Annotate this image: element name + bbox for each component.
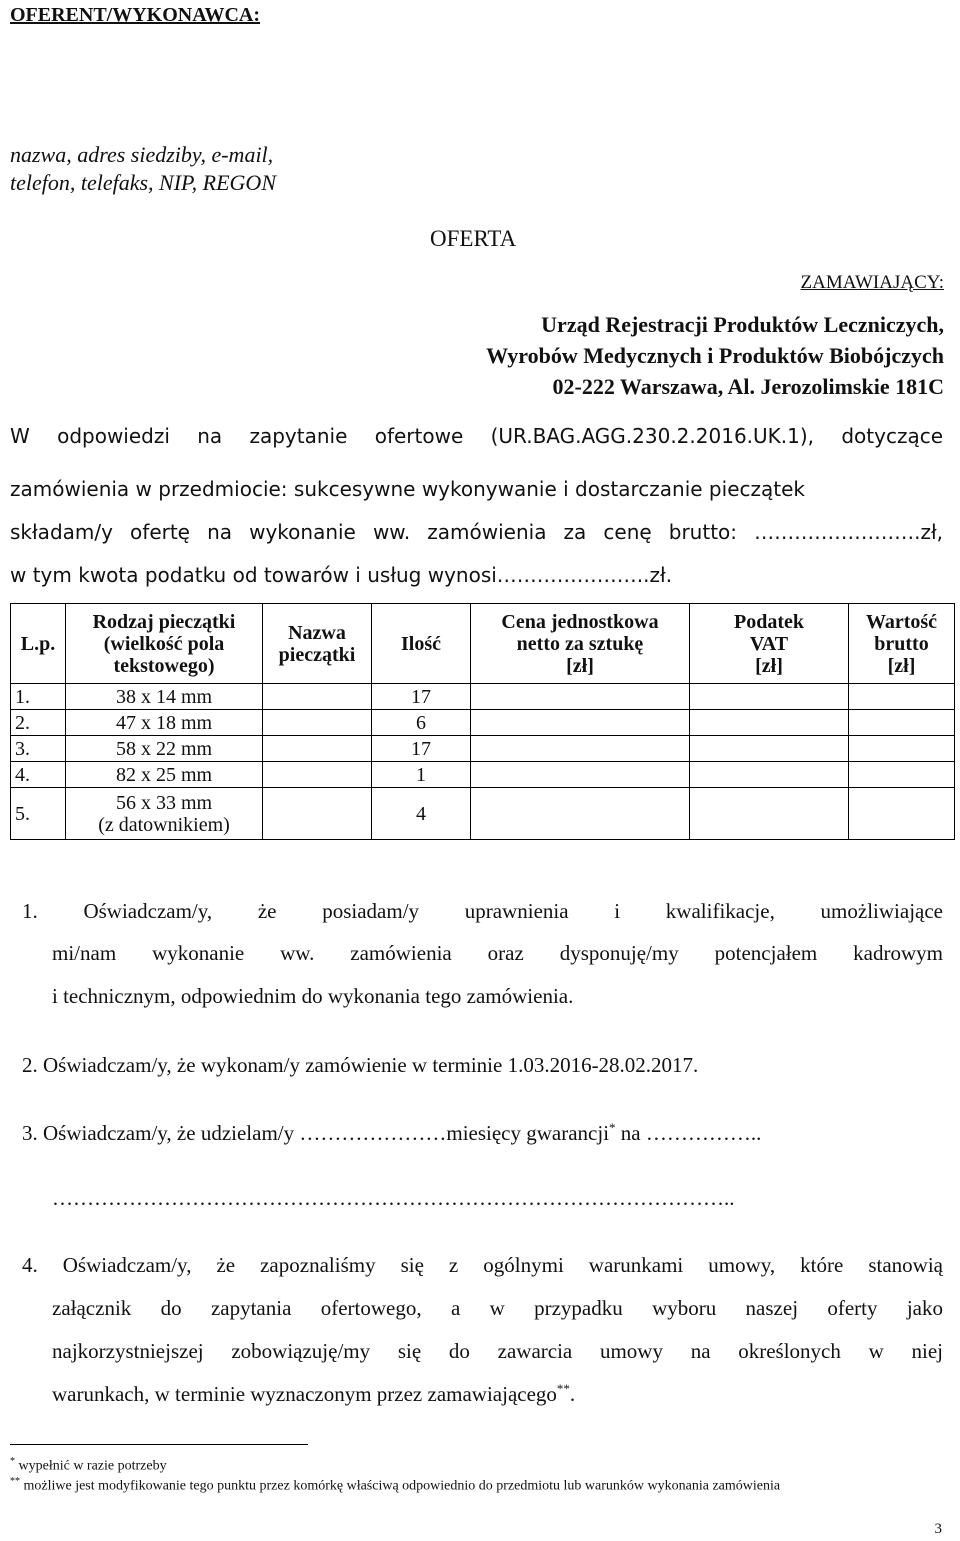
contractor-hint-2: telefon, telefaks, NIP, REGON bbox=[10, 170, 276, 195]
row-type: 38 x 14 mm bbox=[66, 684, 263, 710]
client-line-1: Urząd Rejestracji Produktów Leczniczych, bbox=[541, 312, 944, 337]
row-gross bbox=[849, 736, 955, 762]
footnote-separator bbox=[10, 1444, 308, 1445]
table-row bbox=[11, 684, 955, 710]
row-lp: 5. bbox=[11, 788, 66, 840]
footnote-1: * wypełnić w razie potrzeby bbox=[10, 1456, 167, 1474]
header-name: Nazwa pieczątki bbox=[263, 604, 372, 684]
row-qty: 4 bbox=[372, 788, 471, 840]
statement-4-line-4: warunkach, w terminie wyznaczonym przez zamawiającego**. bbox=[52, 1381, 576, 1406]
row-name bbox=[263, 710, 372, 736]
statement-2: 2. Oświadczam/y, że wykonam/y zamówienie w terminie 1.03.2016-28.02.2017. bbox=[22, 1053, 699, 1077]
document-title: OFERTA bbox=[430, 226, 517, 251]
header-vat: Podatek VAT [zł] bbox=[690, 604, 849, 684]
statement-4-line-2: załącznik do zapytania ofertowego, a w przypadku wyboru naszej oferty jako bbox=[52, 1296, 943, 1320]
row-lp: 1. bbox=[11, 684, 66, 710]
intro-line-1: W odpowiedzi na zapytanie ofertowe (UR.BAG.AGG.230.2.2016.UK.1), dotyczące bbox=[10, 424, 943, 448]
intro-line-2: zamówienia w przedmiocie: sukcesywne wykonywanie i dostarczanie pieczątek bbox=[10, 477, 805, 501]
statement-1-line-3: i technicznym, odpowiednim do wykonania tego zamówienia. bbox=[52, 984, 574, 1008]
header-unit-price: Cena jednostkowa netto za sztukę [zł] bbox=[471, 604, 690, 684]
intro-line-4: w tym kwota podatku od towarów i usług wynosi…………………..zł. bbox=[10, 563, 673, 587]
statement-3: 3. Oświadczam/y, że udzielam/y …………………miesięcy gwarancji* na …………….. bbox=[22, 1120, 762, 1145]
client-line-3: 02-222 Warszawa, Al. Jerozolimskie 181C bbox=[552, 374, 944, 399]
row-type: 82 x 25 mm bbox=[66, 762, 263, 788]
row-gross bbox=[849, 710, 955, 736]
statement-1-line-2: mi/nam wykonanie ww. zamówienia oraz dysponuję/my potencjałem kadrowym bbox=[52, 941, 943, 965]
row-vat bbox=[690, 710, 849, 736]
intro-line-3: składam/y ofertę na wykonanie ww. zamówienia za cenę brutto: …………………….zł, bbox=[10, 520, 943, 544]
row-qty: 6 bbox=[372, 710, 471, 736]
statement-3-line-2: …………………………………………………………………………………….. bbox=[52, 1186, 735, 1210]
header-gross: Wartość brutto [zł] bbox=[849, 604, 955, 684]
footnote-2: ** możliwe jest modyfikowanie tego punktu przez komórkę właściwą odpowiednio do przedmiotu lub warunków wykonania zamówienia bbox=[10, 1476, 781, 1494]
row-unit-price bbox=[471, 710, 690, 736]
statement-4-line-1: 4. Oświadczam/y, że zapoznaliśmy się z ogólnymi warunkami umowy, które stanowią bbox=[22, 1253, 943, 1277]
row-unit-price bbox=[471, 762, 690, 788]
contractor-hint-1: nazwa, adres siedziby, e-mail, bbox=[10, 142, 274, 167]
row-vat bbox=[690, 736, 849, 762]
row-type: 58 x 22 mm bbox=[66, 736, 263, 762]
client-line-2: Wyrobów Medycznych i Produktów Biobójczych bbox=[486, 343, 944, 368]
table-row bbox=[11, 788, 955, 840]
statement-1-line-1: 1. Oświadczam/y, że posiadam/y uprawnienia i kwalifikacje, umożliwiające bbox=[22, 899, 943, 923]
row-vat bbox=[690, 788, 849, 840]
page-number: 3 bbox=[934, 1521, 942, 1537]
row-qty: 17 bbox=[372, 736, 471, 762]
header-lp: L.p. bbox=[11, 604, 66, 684]
client-label: ZAMAWIAJĄCY: bbox=[800, 272, 944, 293]
row-gross bbox=[849, 762, 955, 788]
row-unit-price bbox=[471, 736, 690, 762]
row-lp: 3. bbox=[11, 736, 66, 762]
row-name bbox=[263, 736, 372, 762]
table-row bbox=[11, 762, 955, 788]
row-vat bbox=[690, 684, 849, 710]
contractor-label: OFERENT/WYKONAWCA: bbox=[10, 4, 261, 26]
row-type: 47 x 18 mm bbox=[66, 710, 263, 736]
table-row bbox=[11, 736, 955, 762]
price-table bbox=[10, 603, 955, 840]
row-qty: 17 bbox=[372, 684, 471, 710]
row-unit-price bbox=[471, 788, 690, 840]
row-gross bbox=[849, 684, 955, 710]
row-gross bbox=[849, 788, 955, 840]
row-type: 56 x 33 mm (z datownikiem) bbox=[66, 788, 263, 840]
header-qty: Ilość bbox=[372, 604, 471, 684]
statement-4-line-3: najkorzystniejszej zobowiązuję/my się do zawarcia umowy na określonych w niej bbox=[52, 1339, 943, 1363]
header-type: Rodzaj pieczątki (wielkość pola tekstowego) bbox=[66, 604, 263, 684]
row-lp: 2. bbox=[11, 710, 66, 736]
row-name bbox=[263, 684, 372, 710]
table-row bbox=[11, 710, 955, 736]
row-name bbox=[263, 788, 372, 840]
row-qty: 1 bbox=[372, 762, 471, 788]
row-name bbox=[263, 762, 372, 788]
row-vat bbox=[690, 762, 849, 788]
row-lp: 4. bbox=[11, 762, 66, 788]
row-unit-price bbox=[471, 684, 690, 710]
